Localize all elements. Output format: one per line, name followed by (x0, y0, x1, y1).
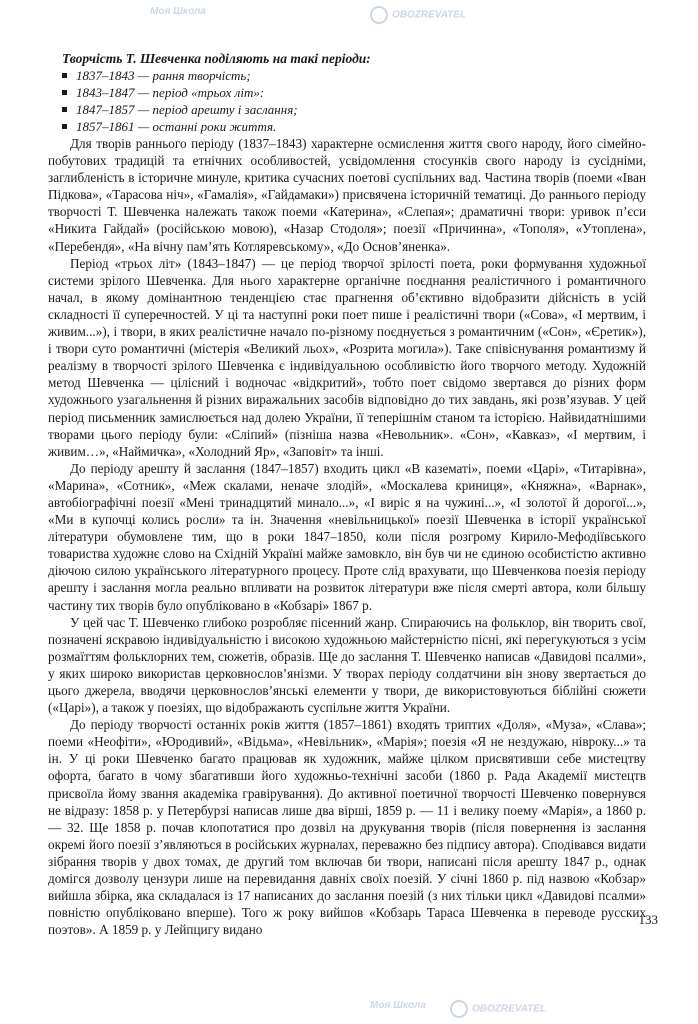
paragraph-early-period: Для творів раннього періоду (1837–1843) характерне осмислення життя свого народу, його сімейно-побутових традицій та етнічних особливостей, усвідомлення стосунків свого народу із сусідніми, заглибленість в історичне минуле, критика сучасних поетові суспільних вад. Частина творів (поеми «Іван Підкова», «Тарасова ніч», «Гамалія», «Гайдамаки») присвячена історичній тематиці. До раннього періоду творчості Т. Шевченка належать також поеми «Катерина», «Слепая»; драматичні твори: уривок п’єси «Никита Гайдай» (російською мовою), «Назар Стодоля»; поезії «Причинна», «Тополя», «Утоплена», «Перебендя», «На вічну пам’ять Котляревському», «До Основ’яненка». (48, 136, 646, 254)
paragraph-last-years: До періоду творчості останніх років життя (1857–1861) входять триптих «Доля», «Муза», «Слава»; поеми «Неофіти», «Юродивий», «Відьма», «Невільник», «Марія»; поезія «Я не нездужаю, нівроку...» та ін. У ці роки Шевченко багато працював як художник, майже цілком присвятивши себе мистецтву офорта, багато в чому збагативши його художньо-технічні засоби (1860 р. Рада Академії мистецтв присвоїла йому звання академіка гравірування). До активної поетичної творчості Шевченко повернувся не відразу: 1858 р. у Петербурзі написав лише два вірші, 1859 р. — 11 і велику поему «Марія», а 1860 р. — 32. Ще 1858 р. почав клопотатися про дозвіл на друкування творів (після повернення із заслання окремі його поезії з’являються в російських журналах, переважно без підпису автора). Сподівався видати зібрання творів у двох томах, де другий том включав би твори, написані після арешту 1847 р., однак домігся дозволу цензури лише на перевидання давніх своїх поезій. У січні 1860 р. під назвою «Кобзар» вийшла збірка, яка складалася із 17 написаних до заслання поезій (з них тільки цикл «Давидові псалми» повністю опубліковано вперше). Того ж року вийшов «Кобзарь Тараса Шевченка в переводе русских поэтов». А 1859 р. у Лейпцигу видано (48, 717, 646, 938)
list-item: 1847–1857 — період арешту і заслання; (62, 101, 646, 118)
periods-heading: Творчість Т. Шевченка поділяють на такі періоди: (62, 51, 371, 66)
watermark (450, 1000, 546, 1018)
watermark-text: OBOZREVATEL (472, 1003, 547, 1015)
watermark (150, 6, 206, 17)
list-item: 1837–1843 — рання творчість; (62, 67, 646, 84)
watermark-text: Моя Школа (150, 6, 206, 17)
list-item: 1857–1861 — останні роки життя. (62, 118, 646, 135)
watermark-text: Моя Школа (370, 1000, 426, 1011)
page-number: 133 (638, 912, 658, 927)
paragraph-arrest-exile: До періоду арешту й заслання (1847–1857) входить цикл «В казематі», поеми «Царі», «Титарівна», «Марина», «Сотник», «Меж скалами, неначе злодій», «Москалева криниця», «Княжна», «Варнак», автобіографічні поезії «Мені тринадцятий минало...», «І виріс я на чужині...», «І золотої й дорогої...», «Ми в купочці колись росли» та ін. Значення «невільницької» поезії Шевченка в історії української літератури обумовлене тим, що в роки 1847–1850, коли після розгрому Кирило-Мефодіївського товариства художнє слово на Східній Україні майже замовкло, він був чи не єдиною особистістю активно діючою силою українського літературного процесу. Проте слід врахувати, що Шевченкова поезія періоду арешту і заслання могла реально впливати на розвиток літератури вже після смерті автора, коли більшу частину тих творів було опубліковано в «Кобзарі» 1867 р. (48, 460, 646, 613)
paragraph-song-genre: У цей час Т. Шевченко глибоко розробляє пісенний жанр. Спираючись на фольклор, він творить свої, позначені яскравою індивідуальністю і високою художньою майстерністю пісні, які перегукуються з усім розмаїттям фольклорних тем, сюжетів, образів. Ще до заслання Т. Шевченко написав «Давидові псалми», у яких широко використав церковнослов’янізми. У творах періоду солдатчини він знову звертається до цього джерела, вводячи церковнослов’янські елементи у твори, де використовуються біблійні сюжети («Царі»), а також у поезіях, що відображають суспільне життя України. (48, 614, 646, 716)
watermark (370, 6, 466, 24)
watermark (370, 1000, 426, 1011)
paragraph-three-years: Період «трьох літ» (1843–1847) — це період творчої зрілості поета, роки формування художньої системи зрілого Шевченка. Для нього характерне органічне поєднання реалістичного і романтичного начал, в якому домінантною тенденцією стає прагнення об’єктивно відобразити дійсність в усій складності її суперечностей. У ці та наступні роки поет пише і реалістичні твори («Сова», «І мертвим, і живим...»), і твори, в яких реалістичне начало по-різному поєднується з романтичним («Сон», «Єретик»), і твори суто романтичні (містерія «Великий льох», «Розрита могила»). Таке співіснування романтизму й реалізму в творчості зрілого Шевченка є індивідуальною особливістю його творчого методу. Художній метод Шевченка — цілісний і водночас «відкритий», тобто поет свідомо звертався до різних форм художнього узагальнення й різних виражальних засобів відповідно до тих завдань, які розв’язував. У цей період письменник замислюється над долею України, її теперішнім станом та історією. Найвидатнішими творами цього періоду були: «Сліпий» (пізніша назва «Невольник». «Сон», «Кавказ», «І мертвим, і живим…», «Наймичка», «Холодний Яр», «Заповіт» та інші. (48, 255, 646, 459)
watermark-logo-icon (370, 6, 388, 24)
list-item: 1843–1847 — період «трьох літ»: (62, 84, 646, 101)
watermark-logo-icon (450, 1000, 468, 1018)
periods-list (48, 67, 646, 135)
watermark-text: OBOZREVATEL (392, 9, 467, 21)
page-content (48, 50, 646, 938)
